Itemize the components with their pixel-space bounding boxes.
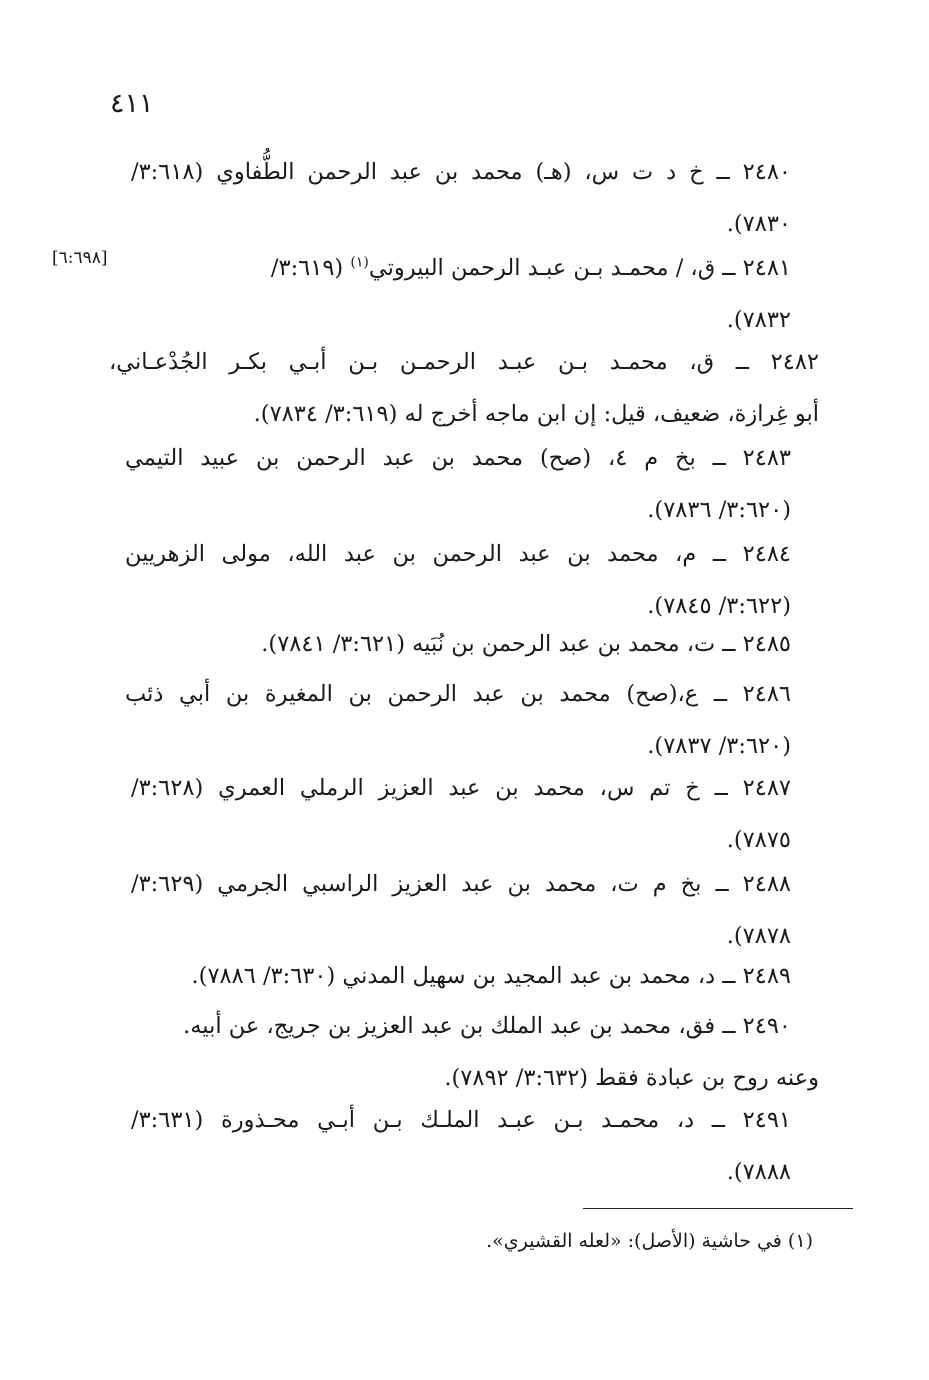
entry-2480: [131, 146, 791, 250]
entry-line: ٧٨٣٠).: [726, 211, 791, 237]
entry-line: أبو غِرازة، ضعيف، قيل: إن ابن ماجه أخرج له (٣:٦١٩/ ٧٨٣٤).: [253, 401, 819, 427]
footnote-separator: [583, 1208, 853, 1209]
entry-text-tail: (٣:٦١٩/: [270, 255, 351, 281]
entry-2491: [131, 1094, 791, 1198]
entry-line: ٢٤٨٨ ــ بخ م ت، محمد بن عبد العزيز الراسبي الجرمي (٣:٦٢٩/: [131, 871, 791, 897]
entry-line: ٢٤٨٧ ــ خ تم س، محمد بن عبد العزيز الرملي العمري (٣:٦٢٨/: [131, 775, 791, 801]
entry-line: ٢٤٨٠ ــ خ د ت س، (هـ) محمد بن عبد الرحمن الطُّفاوي (٣:٦١٨/: [131, 159, 791, 185]
entry-line: (٣:٦٢٠/ ٧٨٣٧).: [647, 733, 791, 759]
entry-2486: [125, 668, 791, 772]
entry-line: ٢٤٩١ ــ د، محمـد بـن عبـد الملـك بـن أبـي محـذورة (٣:٦٣١/: [131, 1107, 791, 1133]
entry-2482: [109, 336, 819, 440]
entry-line: ٢٤٨٢ ــ ق، محمـد بـن عبـد الرحمـن بـن أبـي بكـر الجُدْعـاني،: [109, 349, 819, 375]
page-number: ٤١١: [110, 88, 154, 119]
entry-line: ٧٨٨٨).: [726, 1159, 791, 1185]
entry-line: ٢٤٨٤ ــ م، محمد بن عبد الرحمن بن عبد الله، مولى الزهريين: [125, 541, 791, 567]
entry-2481: [251, 242, 791, 346]
entry-line: ٧٨٣٢).: [726, 307, 791, 333]
entry-line: ٧٨٧٥).: [726, 827, 791, 853]
entry-line: ٢٤٨٣ ــ بخ م ٤، (صح) محمد بن عبد الرحمن بن عبيد التيمي: [125, 445, 791, 471]
entry-line: وعنه روح بن عبادة فقط (٣:٦٣٢/ ٧٨٩٢).: [444, 1065, 819, 1091]
entry-2484: [125, 528, 791, 632]
margin-volume-page-note: [٦:٦٩٨]: [52, 248, 108, 268]
footnote-reference: (١): [350, 254, 369, 271]
entry-line: ٧٨٧٨).: [726, 923, 791, 949]
entry-line: (٣:٦٢٢/ ٧٨٤٥).: [647, 593, 791, 619]
footnote: (١) في حاشية (الأصل): «لعله القشيري».: [486, 1230, 813, 1252]
entry-line-with-footnote: [251, 242, 791, 294]
entry-2489: [125, 950, 791, 1002]
entry-line: ٢٤٨٦ ــ ع،(صح) محمد بن عبد الرحمن بن المغيرة بن أبي ذئب: [125, 681, 791, 707]
entry-2487: [131, 762, 791, 866]
entry-2483: [125, 432, 791, 536]
entry-line: (٣:٦٢٠/ ٧٨٣٦).: [647, 497, 791, 523]
entry-2490: [109, 1000, 819, 1104]
entry-line: ٢٤٨٩ ــ د، محمد بن عبد المجيد بن سهيل المدني (٣:٦٣٠/ ٧٨٨٦).: [191, 963, 791, 989]
entry-2488: [131, 858, 791, 962]
entry-line: ٢٤٩٠ ــ فق، محمد بن عبد الملك بن عبد العزيز بن جريج، عن أبيه.: [183, 1013, 791, 1039]
entry-line: ٢٤٨٥ ــ ت، محمد بن عبد الرحمن بن نُبَيه (٣:٦٢١/ ٧٨٤١).: [261, 631, 791, 657]
entry-2485: [141, 618, 791, 670]
entry-text: ٢٤٨١ ــ ق، / محمـد بـن عبـد الرحمن البيروتي: [368, 255, 791, 281]
